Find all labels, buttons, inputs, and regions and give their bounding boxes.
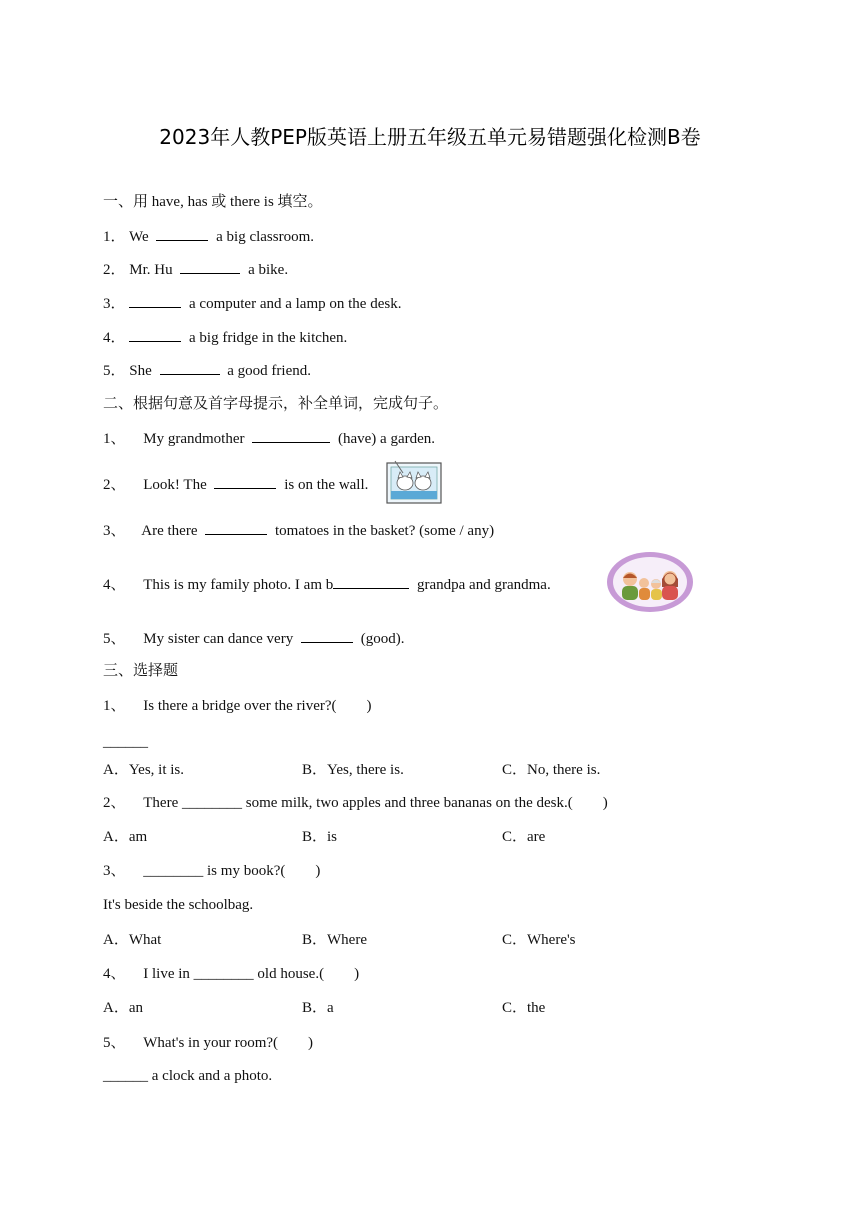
cat-painting-image — [385, 459, 443, 505]
s1-item-1 — [103, 226, 314, 246]
s3-question-2 — [103, 793, 608, 813]
question-number: 3、 — [103, 863, 126, 879]
question-text: What's in your room?( ) — [143, 1035, 314, 1051]
item-text-before: Look! The — [143, 477, 207, 493]
s2-item-1 — [103, 428, 435, 448]
item-text-before: We — [129, 229, 149, 245]
s3-question-3 — [103, 861, 320, 881]
s3-q1-option-b[interactable]: B．Yes, there is. — [302, 762, 404, 778]
answer-blank[interactable] — [129, 293, 181, 308]
item-text-before: Mr. Hu — [129, 262, 173, 278]
question-text: I live in ________ old house.( ) — [143, 966, 360, 982]
item-number: 4． — [103, 330, 126, 346]
item-number: 1． — [103, 229, 126, 245]
item-number: 4、 — [103, 577, 126, 593]
item-number: 5． — [103, 363, 126, 379]
answer-blank[interactable] — [160, 360, 220, 375]
s3-q2-option-a[interactable]: A．am — [103, 829, 148, 845]
item-text-before: This is my family photo. I am b — [143, 577, 334, 593]
item-text-before: My sister can dance very — [143, 631, 294, 647]
s3-q4-option-a[interactable]: A．an — [103, 1000, 143, 1016]
item-text-after: a bike. — [248, 262, 289, 278]
question-number: 4、 — [103, 966, 126, 982]
item-text-before: She — [129, 363, 152, 379]
section2-heading: 二、根据句意及首字母提示，补全单词，完成句子。 — [103, 396, 449, 412]
s1-item-3 — [103, 293, 401, 313]
s3-q2-option-c[interactable]: C．are — [502, 829, 546, 845]
question-number: 1、 — [103, 698, 126, 714]
s3-q1-option-c[interactable]: C．No, there is. — [502, 762, 601, 778]
item-text-after: a good friend. — [227, 363, 311, 379]
item-text-after: (good). — [360, 631, 405, 647]
page-title: 2023年人教PEP版英语上册五年级五单元易错题强化检测B卷 — [159, 125, 701, 149]
item-text-after: a big classroom. — [216, 229, 315, 245]
item-text-after: is on the wall. — [284, 477, 369, 493]
s3-q4-option-c[interactable]: C．the — [502, 1000, 546, 1016]
answer-blank[interactable] — [129, 327, 181, 342]
answer-blank[interactable] — [156, 226, 208, 241]
s3-q1-answer-blank[interactable]: ______ — [103, 734, 148, 750]
item-number: 2、 — [103, 477, 126, 493]
answer-blank[interactable] — [252, 428, 330, 443]
s3-q3-option-a[interactable]: A．What — [103, 932, 162, 948]
s3-question-1 — [103, 696, 372, 716]
item-text-after: (have) a garden. — [338, 431, 436, 447]
question-text: ________ is my book?( ) — [143, 863, 321, 879]
family-photo-image — [606, 551, 694, 613]
answer-blank[interactable] — [214, 474, 276, 489]
item-text-after: a big fridge in the kitchen. — [189, 330, 348, 346]
s3-q5-answer-line: ______ a clock and a photo. — [103, 1068, 273, 1084]
item-number: 3、 — [103, 523, 126, 539]
item-text-after: tomatoes in the basket? (some / any) — [274, 523, 495, 539]
question-text: Is there a bridge over the river?( ) — [143, 698, 372, 714]
s2-item-2 — [103, 474, 368, 494]
s3-q4-option-b[interactable]: B．a — [302, 1000, 334, 1016]
s3-q3-option-b[interactable]: B．Where — [302, 932, 367, 948]
question-number: 5、 — [103, 1035, 126, 1051]
s3-q1-option-a[interactable]: A．Yes, it is. — [103, 762, 184, 778]
answer-blank[interactable] — [180, 259, 240, 274]
item-number: 2． — [103, 262, 126, 278]
s2-item-4 — [103, 574, 551, 594]
answer-blank[interactable] — [333, 574, 409, 589]
answer-blank[interactable] — [301, 628, 353, 643]
item-text-before: My grandmother — [143, 431, 245, 447]
item-number: 1、 — [103, 431, 126, 447]
item-text-after: a computer and a lamp on the desk. — [189, 296, 402, 312]
s2-item-3 — [103, 520, 494, 540]
s2-item-5 — [103, 628, 404, 648]
s1-item-4 — [103, 327, 347, 347]
s1-item-2 — [103, 259, 288, 279]
s3-q3-option-c[interactable]: C．Where's — [502, 932, 576, 948]
item-text-before: Are there — [141, 523, 198, 539]
question-number: 2、 — [103, 795, 126, 811]
s3-q3-answer-line: It's beside the schoolbag. — [103, 897, 254, 913]
section1-heading: 一、用 have, has 或 there is 填空。 — [103, 194, 323, 210]
s3-question-4 — [103, 964, 359, 984]
item-text-after: grandpa and grandma. — [417, 577, 551, 593]
section3-heading: 三、选择题 — [103, 663, 179, 679]
s3-q2-option-b[interactable]: B．is — [302, 829, 338, 845]
item-number: 5、 — [103, 631, 126, 647]
s3-question-5 — [103, 1033, 313, 1053]
answer-blank[interactable] — [205, 520, 267, 535]
item-number: 3． — [103, 296, 126, 312]
s1-item-5 — [103, 360, 311, 380]
question-text: There ________ some milk, two apples and three bananas on the desk.( ) — [143, 795, 608, 811]
